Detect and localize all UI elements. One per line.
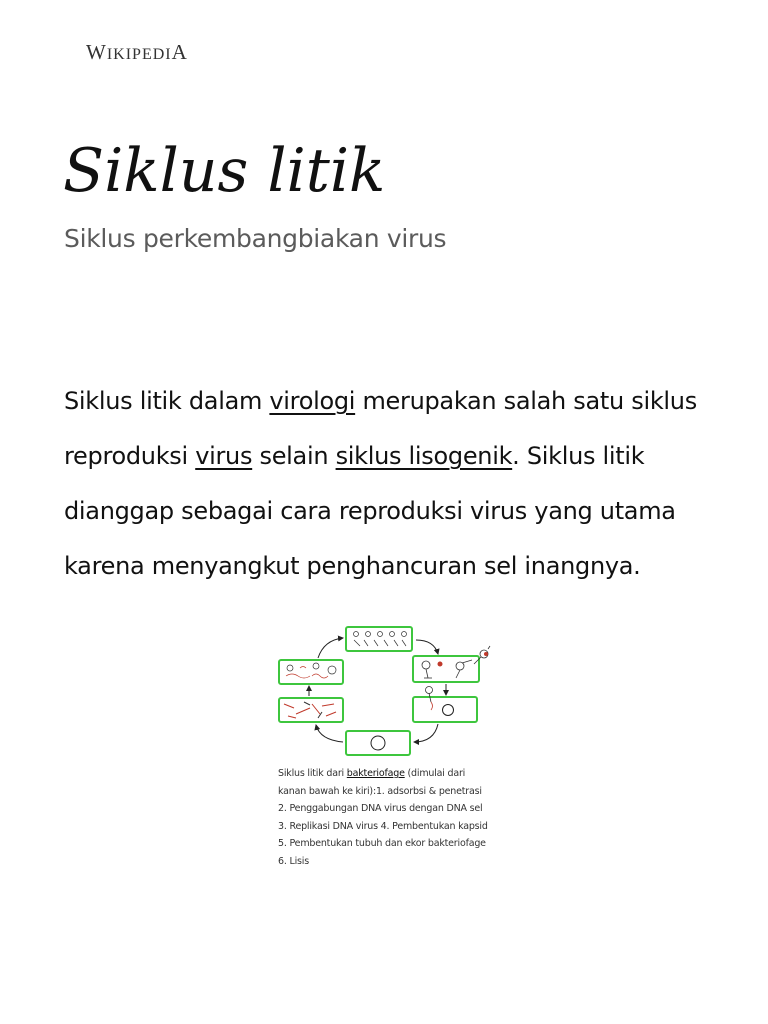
cycle-arrow	[318, 638, 343, 658]
stage-box-left-bottom	[279, 698, 343, 722]
cycle-arrow	[414, 724, 438, 742]
lead-paragraph	[64, 374, 704, 594]
lead-text: merupakan salah satu siklus reproduksi	[64, 387, 697, 470]
caption-text: (dimulai dari kanan bawah ke kiri):1. adsorbsi & penetrasi 2. Penggabungan DNA virus dengan DNA sel 3. Replikasi DNA virus 4. Pembentukan kapsid 5. Pembentukan tubuh dan ekor bakteriofage 6. Lisis	[278, 768, 488, 867]
wordmark-initial: W	[86, 40, 107, 64]
page-subtitle: Siklus perkembangbiakan virus	[64, 224, 447, 253]
stage-box-left-top	[279, 660, 343, 684]
wordmark-final: A	[171, 40, 188, 64]
cycle-arrow	[316, 725, 343, 742]
wikipedia-wordmark[interactable]	[86, 40, 188, 65]
lytic-cycle-figure	[276, 624, 496, 871]
stage-box-bottom	[346, 731, 410, 755]
cycle-arrow	[416, 640, 438, 654]
lytic-cycle-diagram[interactable]	[276, 624, 496, 759]
caption-text: Siklus litik dari	[278, 768, 347, 779]
page-title: Siklus litik	[63, 136, 386, 206]
lead-text: selain	[252, 442, 336, 470]
stage-box-top	[346, 627, 412, 651]
link-bakteriofage[interactable]: bakteriofage	[346, 768, 405, 779]
link-virus[interactable]: virus	[195, 442, 253, 470]
link-virologi[interactable]: virologi	[269, 387, 356, 415]
stage-box-right-top	[413, 656, 479, 682]
wordmark-middle: IKIPEDI	[106, 46, 172, 63]
lead-text: Siklus litik dalam	[64, 387, 270, 415]
lead-text: . Siklus litik dianggap sebagai cara reproduksi virus yang utama karena menyangkut penghancuran sel inangnya.	[64, 442, 676, 580]
figure-caption	[278, 765, 492, 871]
link-siklus-lisogenik[interactable]: siklus lisogenik	[335, 442, 513, 470]
stage-box-right-bottom	[413, 697, 477, 722]
